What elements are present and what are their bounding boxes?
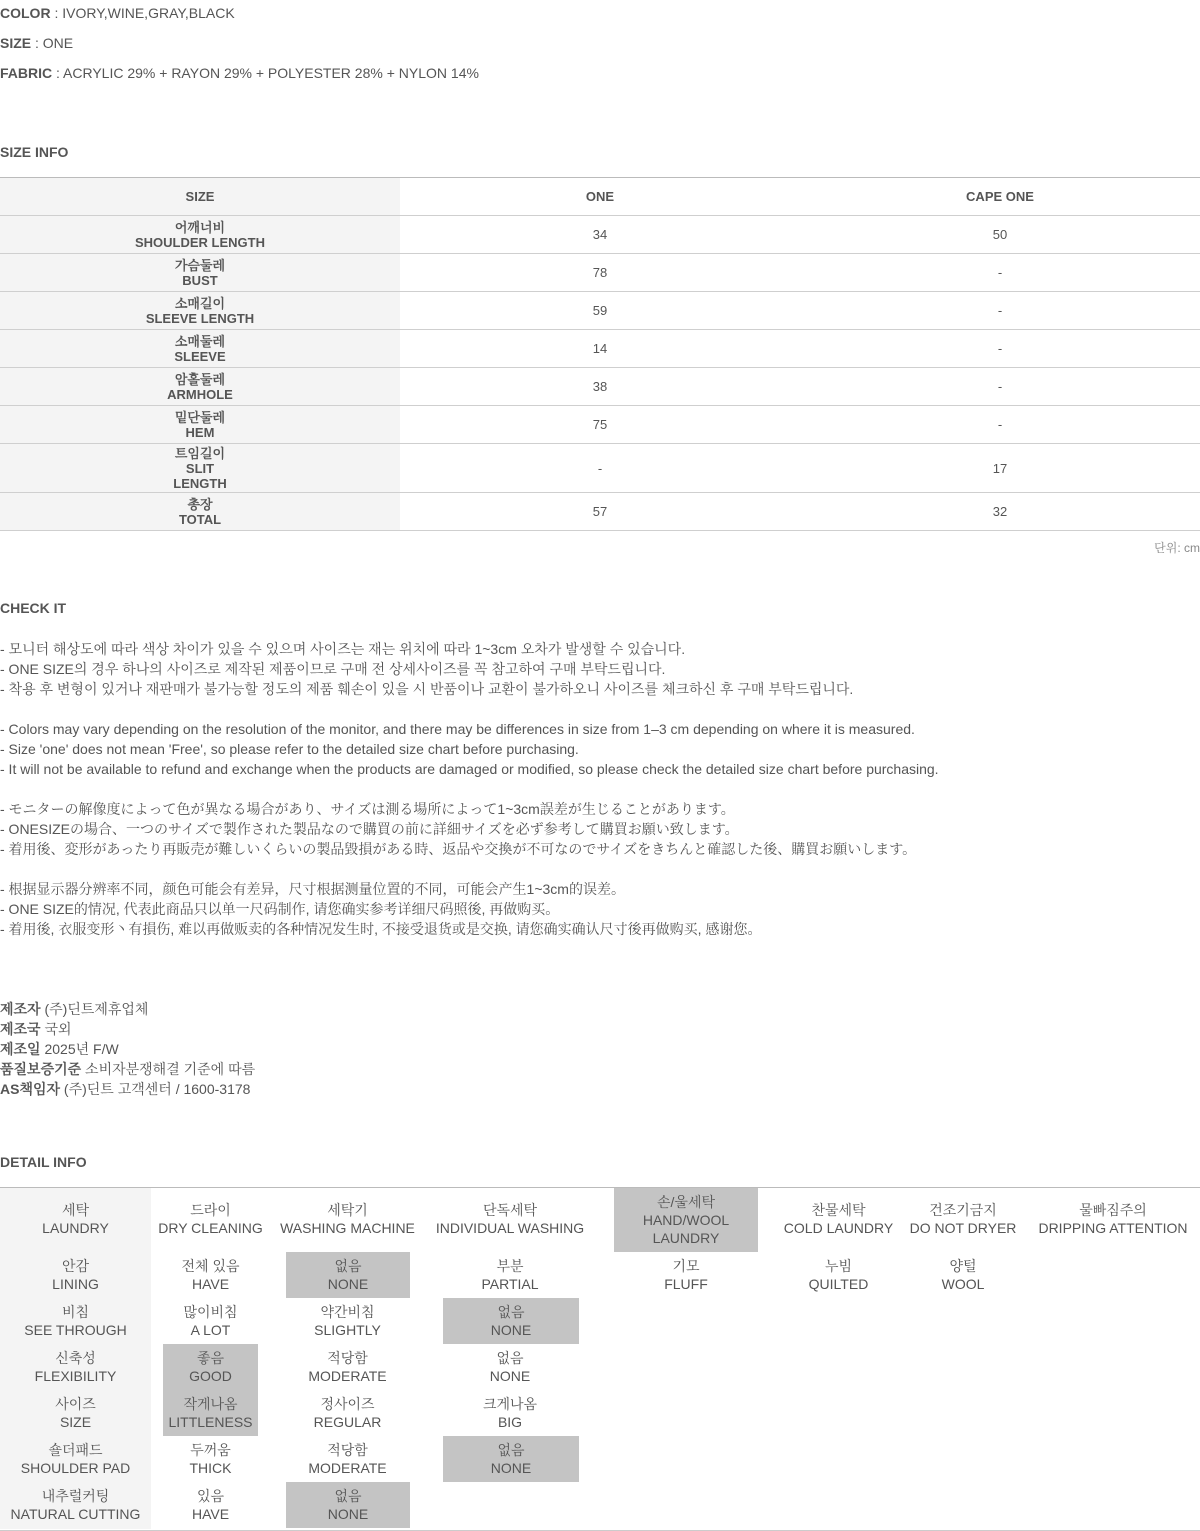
- detail-option-natural-cutting-none-selected: [286, 1482, 410, 1528]
- cell-cape: -: [997, 303, 1003, 318]
- cell-ko: 세탁: [61, 1202, 90, 1218]
- cell-ko: 많이비침: [183, 1304, 238, 1320]
- detail-row-label-flexibility: [0, 1344, 151, 1390]
- header-one: ONE: [585, 189, 615, 204]
- cell-en: LITTLENESS: [168, 1414, 253, 1430]
- cell-ko: 사이즈: [55, 1396, 96, 1412]
- note-zh-3: - 着用後, 衣服变形丶有損伤, 难以再做贩卖的各种情况发生时, 不接受退货或是交换, 请您确实确认尺寸後再做购买, 感谢您。: [0, 921, 762, 937]
- maker-label: 제조국: [0, 1021, 41, 1037]
- detail-option-shoulder-pad-thick: [151, 1436, 270, 1482]
- cell-cape: -: [997, 379, 1003, 394]
- cell-ko: 작게나옴: [183, 1396, 238, 1412]
- cell-one: 38: [592, 379, 608, 394]
- detail-option-wool: [900, 1252, 1026, 1298]
- detail-option-see-through-slightly: [270, 1298, 425, 1344]
- row-label-en: HEM: [185, 424, 215, 440]
- cell-ko: 약간비침: [320, 1304, 375, 1320]
- detail-option-shoulder-pad-none-selected: [443, 1436, 579, 1482]
- cell-en: INDIVIDUAL WASHING: [435, 1220, 585, 1236]
- cell-en: SLIGHTLY: [314, 1322, 381, 1338]
- cell-ko: 손/울세탁: [657, 1194, 715, 1210]
- row-label-ko: 트임길이: [174, 445, 226, 461]
- detail-option-flexibility-moderate: [270, 1344, 425, 1390]
- note-en-1: - Colors may vary depending on the resolution of the monitor, and there may be differences in size from 1–3 cm depending on where it is measured.: [0, 721, 915, 737]
- cell-en2: LAUNDRY: [652, 1230, 720, 1246]
- table-row: [0, 368, 1200, 406]
- cell-en: SEE THROUGH: [24, 1322, 127, 1338]
- note-ko-1: - 모니터 해상도에 따라 색상 차이가 있을 수 있으며 사이즈는 재는 위치에 따라 1~3cm 오차가 발생할 수 있습니다.: [0, 641, 686, 657]
- detail-option-lining-have: [151, 1252, 270, 1298]
- cell-one: 14: [592, 341, 608, 356]
- check-it-notes: [0, 639, 939, 939]
- row-label-ko: 암홀둘레: [174, 371, 226, 387]
- cell-ko: 없음: [496, 1350, 524, 1366]
- note-ko-3: - 착용 후 변형이 있거나 재판매가 불가능할 정도의 제품 훼손이 있을 시 반품이나 교환이 불가하오니 사이즈를 체크하신 후 구매 부탁드립니다.: [0, 681, 854, 697]
- cell-en: THICK: [189, 1460, 232, 1476]
- cell-ko: 없음: [497, 1442, 525, 1458]
- table-row: [0, 216, 1200, 254]
- maker-info: [0, 999, 255, 1099]
- cell-en: NONE: [490, 1460, 532, 1476]
- cell-ko: 정사이즈: [320, 1396, 375, 1412]
- spec-color-value: : IVORY,WINE,GRAY,BLACK: [50, 5, 235, 21]
- note-ko-2: - ONE SIZE의 경우 하나의 사이즈로 제작된 제품이므로 구매 전 상세사이즈를 꼭 참고하여 구매 부탁드립니다.: [0, 661, 666, 677]
- cell-en: A LOT: [190, 1322, 231, 1338]
- cell-ko: 물빠짐주의: [1079, 1202, 1147, 1218]
- row-label-en: SLIT: [185, 460, 215, 476]
- note-zh-1: - 根据显示器分辨率不同，颜色可能会有差异，尺寸根据测量位置的不同，可能会产生1~3cm的误差。: [0, 881, 625, 897]
- row-label: [0, 330, 400, 368]
- detail-option-individual-washing: [425, 1188, 595, 1250]
- cell-ko: 없음: [497, 1304, 525, 1320]
- table-row: [0, 444, 1200, 493]
- cell-ko: 숄더패드: [48, 1442, 103, 1458]
- cell-ko: 적당함: [327, 1442, 368, 1458]
- cell-en: NATURAL CUTTING: [10, 1506, 141, 1522]
- detail-option-lining-none-selected: [286, 1252, 410, 1298]
- cell-en: DRY CLEANING: [158, 1220, 263, 1236]
- detail-option-washing-machine: [270, 1188, 425, 1250]
- detail-option-shoulder-pad-moderate: [270, 1436, 425, 1482]
- row-label-en: SHOULDER LENGTH: [135, 234, 265, 250]
- detail-option-fluff: [614, 1252, 758, 1298]
- cell-ko: 두꺼움: [190, 1442, 231, 1458]
- cell-en: BIG: [497, 1414, 523, 1430]
- row-label-en: BUST: [182, 272, 218, 288]
- detail-option-flexibility-none: [425, 1344, 595, 1390]
- row-label-ko: 총장: [187, 496, 213, 512]
- note-en-2: - Size 'one' does not mean 'Free', so please refer to the detailed size chart before purchasing.: [0, 741, 579, 757]
- cell-ko: 드라이: [190, 1202, 231, 1218]
- row-label-en: ARMHOLE: [167, 386, 233, 402]
- cell-en: COLD LAUNDRY: [783, 1220, 894, 1236]
- cell-en: FLEXIBILITY: [34, 1368, 117, 1384]
- maker-line: [0, 1019, 255, 1039]
- cell-en: WASHING MACHINE: [280, 1220, 415, 1236]
- maker-value: 국외: [40, 1021, 72, 1037]
- row-label-en: SLEEVE LENGTH: [145, 310, 255, 326]
- cell-one: -: [597, 460, 603, 476]
- table-row: [0, 330, 1200, 368]
- cell-ko: 비침: [61, 1304, 90, 1320]
- detail-option-lining-partial: [425, 1252, 595, 1298]
- note-ja-3: - 着用後、変形があったり再販売が難しいくらいの製品毀損がある時、返品や交換が不可なのでサイズをきちんと確認した後、購買お願いします。: [0, 841, 917, 857]
- cell-en: DO NOT DRYER: [909, 1220, 1017, 1236]
- cell-ko: 적당함: [327, 1350, 368, 1366]
- cell-en: MODERATE: [308, 1460, 387, 1476]
- cell-cape: 32: [992, 504, 1008, 519]
- row-label-ko: 어깨너비: [174, 219, 226, 235]
- detail-row-label-size: [0, 1390, 151, 1436]
- spec-size: [0, 35, 73, 51]
- cell-ko: 양털: [949, 1258, 977, 1274]
- maker-value: (주)딘트 고객센터 / 1600-3178: [60, 1081, 251, 1097]
- detail-option-flexibility-good-selected: [163, 1344, 258, 1390]
- cell-en: HAND/WOOL: [642, 1212, 730, 1228]
- cell-ko: 찬물세탁: [811, 1202, 866, 1218]
- cell-en: GOOD: [189, 1368, 232, 1384]
- maker-label: 품질보증기준: [0, 1061, 82, 1077]
- row-label: [0, 368, 400, 406]
- cell-ko: 크게나옴: [482, 1396, 538, 1412]
- cell-one: 57: [592, 504, 608, 519]
- cell-cape: 17: [992, 460, 1008, 476]
- cell-ko: 내추럴커팅: [41, 1488, 110, 1504]
- maker-value: (주)딘트제휴업체: [40, 1001, 149, 1017]
- detail-option-dry-cleaning: [151, 1188, 270, 1250]
- spec-size-label: SIZE: [0, 35, 32, 51]
- size-table-header: [0, 178, 1200, 216]
- maker-label: 제조자: [0, 1001, 41, 1017]
- cell-one: 34: [592, 227, 608, 242]
- cell-en: HAVE: [191, 1506, 230, 1522]
- cell-ko: 누빔: [824, 1258, 853, 1274]
- maker-value: 2025년 F/W: [40, 1041, 119, 1057]
- cell-en: REGULAR: [313, 1414, 382, 1430]
- note-ja-2: - ONESIZEの場合、一つのサイズで製作された製品なので購買の前に詳細サイズを必ず参考して購買お願い致します。: [0, 821, 739, 837]
- cell-cape: -: [997, 341, 1003, 356]
- detail-option-see-through-alot: [151, 1298, 270, 1344]
- cell-en: WOOL: [941, 1276, 985, 1292]
- row-label: [0, 216, 400, 254]
- detail-option-size-littleness-selected: [163, 1390, 258, 1436]
- cell-ko: 기모: [672, 1258, 700, 1274]
- cell-ko: 단독세탁: [482, 1202, 538, 1218]
- cell-en: NONE: [489, 1368, 531, 1384]
- cell-ko: 건조기금지: [929, 1202, 997, 1218]
- table-row: [0, 406, 1200, 444]
- detail-option-size-big: [425, 1390, 595, 1436]
- cell-one: 75: [592, 417, 608, 432]
- cell-one: 59: [592, 303, 608, 318]
- detail-row-label-see-through: [0, 1298, 151, 1344]
- cell-cape: -: [997, 417, 1003, 432]
- size-table: [0, 177, 1200, 531]
- table-row: [0, 254, 1200, 292]
- maker-line: [0, 1079, 255, 1099]
- row-label-en: TOTAL: [178, 511, 222, 527]
- cell-en: HAVE: [191, 1276, 230, 1292]
- cell-en: DRIPPING ATTENTION: [1038, 1220, 1188, 1236]
- spec-fabric: [0, 65, 479, 81]
- detail-option-natural-cutting-have: [151, 1482, 270, 1528]
- note-ja-1: - モニターの解像度によって色が異なる場合があり、サイズは測る場所によって1~3cm誤差が生じることがあります。: [0, 801, 735, 817]
- detail-option-cold-laundry: [777, 1188, 900, 1250]
- note-en-3: - It will not be available to refund and exchange when the products are damaged or modified, so please check the detailed size chart before purchasing.: [0, 761, 939, 777]
- detail-row-label-natural-cutting: [0, 1482, 151, 1528]
- spec-color: [0, 5, 235, 21]
- detail-option-hand-wool-selected: [614, 1188, 758, 1252]
- spec-color-label: COLOR: [0, 5, 51, 21]
- cell-ko: 신축성: [55, 1350, 96, 1366]
- row-label-ko: 소매둘레: [174, 333, 226, 349]
- cell-one: 78: [592, 265, 608, 280]
- maker-line: [0, 1059, 255, 1079]
- cell-en: NONE: [327, 1506, 369, 1522]
- row-label-ko: 밑단둘레: [174, 409, 226, 425]
- detail-option-see-through-none-selected: [443, 1298, 579, 1344]
- cell-ko: 안감: [61, 1258, 90, 1274]
- table-row: [0, 493, 1200, 531]
- cell-ko: 좋음: [196, 1350, 225, 1366]
- row-label: [0, 254, 400, 292]
- detail-option-size-regular: [270, 1390, 425, 1436]
- row-label-ko: 가슴둘레: [174, 257, 226, 273]
- check-it-title: CHECK IT: [0, 600, 67, 616]
- unit-label: 단위: cm: [1154, 541, 1200, 555]
- row-label: [0, 493, 400, 531]
- header-cape-one: CAPE ONE: [966, 189, 1034, 204]
- detail-option-do-not-dryer: [900, 1188, 1026, 1250]
- detail-option-dripping-attention: [1026, 1188, 1200, 1250]
- note-zh-2: - ONE SIZE的情况, 代表此商品只以单一尺码制作, 请您确实参考详细尺码照後, 再做购买。: [0, 901, 560, 917]
- cell-ko: 있음: [196, 1488, 225, 1504]
- maker-label: 제조일: [0, 1041, 41, 1057]
- cell-en: NONE: [327, 1276, 369, 1292]
- cell-en: SIZE: [59, 1414, 92, 1430]
- cell-en: MODERATE: [308, 1368, 387, 1384]
- cell-ko: 부분: [496, 1258, 524, 1274]
- cell-ko: 없음: [334, 1258, 362, 1274]
- size-info-title: SIZE INFO: [0, 144, 69, 160]
- detail-row-label-shoulder-pad: [0, 1436, 151, 1482]
- row-label-en2: LENGTH: [173, 475, 227, 491]
- cell-en: LAUNDRY: [42, 1220, 109, 1236]
- cell-en: FLUFF: [664, 1276, 708, 1292]
- cell-en: PARTIAL: [481, 1276, 539, 1292]
- detail-info-title: DETAIL INFO: [0, 1154, 87, 1170]
- table-row: [0, 292, 1200, 330]
- row-label: [0, 292, 400, 330]
- detail-row-label-laundry: [0, 1188, 151, 1250]
- row-label: [0, 406, 400, 444]
- header-size: SIZE: [0, 178, 400, 216]
- cell-en: NONE: [490, 1322, 532, 1338]
- detail-option-quilted: [777, 1252, 900, 1298]
- row-label-ko: 소매길이: [174, 295, 226, 311]
- maker-label: AS책임자: [0, 1081, 61, 1097]
- cell-cape: 50: [992, 227, 1008, 242]
- cell-ko: 세탁기: [327, 1202, 368, 1218]
- spec-size-value: : ONE: [31, 35, 74, 51]
- row-label-en: SLEEVE: [174, 348, 226, 364]
- maker-line: [0, 999, 255, 1019]
- cell-en: LINING: [52, 1276, 99, 1292]
- cell-cape: -: [997, 265, 1003, 280]
- maker-line: [0, 1039, 255, 1059]
- detail-info-table: [0, 1187, 1200, 1531]
- cell-en: SHOULDER PAD: [20, 1460, 131, 1476]
- spec-fabric-label: FABRIC: [0, 65, 53, 81]
- row-label: [0, 444, 400, 493]
- spec-fabric-value: : ACRYLIC 29% + RAYON 29% + POLYESTER 28% + NYLON 14%: [52, 65, 479, 81]
- cell-ko: 없음: [334, 1488, 362, 1504]
- maker-value: 소비자분쟁해결 기준에 따름: [81, 1061, 256, 1077]
- cell-ko: 전체 있음: [181, 1258, 240, 1274]
- cell-en: QUILTED: [808, 1276, 869, 1292]
- detail-row-label-lining: [0, 1252, 151, 1298]
